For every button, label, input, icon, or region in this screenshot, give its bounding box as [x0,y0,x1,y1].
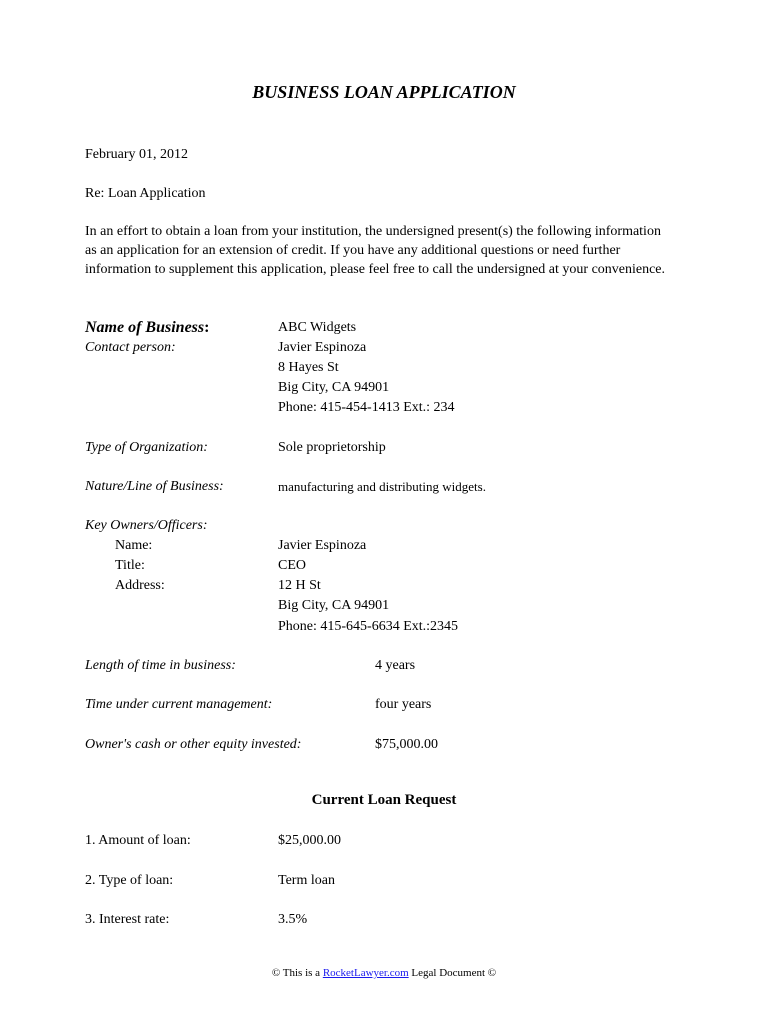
owner-city-row [85,596,705,616]
business-city: Big City, CA 94901 [278,380,390,395]
nature-of-business-value: manufacturing and distributing widgets. [278,479,486,494]
owner-name-label: Name: [115,538,153,553]
re-line: Re: Loan Application [85,186,206,201]
owner-city: Big City, CA 94901 [278,598,390,613]
organization-type-row [85,438,705,458]
business-phone-row [85,398,705,418]
owner-phone-row [85,617,705,637]
time-in-business-row [85,656,705,676]
business-phone: Phone: 415-454-1413 Ext.: 234 [278,400,455,415]
loan-amount-row [85,831,705,851]
footer-suffix: Legal Document © [408,967,497,979]
organization-type-label: Type of Organization: [85,440,208,455]
letter-date: February 01, 2012 [85,147,189,162]
contact-person-label: Contact person: [85,340,176,355]
loan-type-row [85,871,705,891]
business-name-row [85,318,705,338]
nature-of-business-label: Nature/Line of Business: [85,479,224,494]
interest-rate-row [85,910,705,930]
time-in-business-label: Length of time in business: [85,658,236,673]
management-time-value: four years [375,697,432,712]
management-time-label: Time under current management: [85,697,273,712]
owner-phone: Phone: 415-645-6634 Ext.:2345 [278,619,459,634]
owner-address-row [85,576,705,596]
business-street: 8 Hayes St [278,360,339,375]
document-title: BUSINESS LOAN APPLICATION [252,82,516,102]
owner-street: 12 H St [278,578,321,593]
owner-name-row [85,536,705,556]
contact-person-row [85,338,705,358]
intro-paragraph: In an effort to obtain a loan from your institution, the undersigned present(s) the following information as an application for an extension of credit. If you have any additional questions or need further information to supplement this application, please feel free to call the undersigned at your convenience. [85,224,666,277]
business-street-row [85,358,705,378]
loan-amount-label: 1. Amount of loan: [85,833,191,848]
key-owners-heading: Key Owners/Officers: [85,518,208,533]
owner-equity-value: $75,000.00 [375,737,438,752]
business-name-label: Name of Business: [85,319,210,336]
nature-of-business-row [85,477,705,497]
management-time-row [85,695,705,715]
key-owners-heading-row [85,516,705,536]
loan-type-label: 2. Type of loan: [85,873,174,888]
loan-request-heading: Current Loan Request [311,792,457,808]
owner-equity-row [85,735,705,755]
loan-amount-value: $25,000.00 [278,833,341,848]
rocketlawyer-link[interactable]: RocketLawyer.com [322,967,409,979]
footer-prefix: © This is a [271,967,323,979]
footer-notice [0,967,768,979]
time-in-business-value: 4 years [375,658,416,673]
business-city-row [85,378,705,398]
owner-address-label: Address: [115,578,165,593]
organization-type-value: Sole proprietorship [278,440,386,455]
contact-person-value: Javier Espinoza [278,340,367,355]
owner-equity-label: Owner's cash or other equity invested: [85,737,302,752]
owner-title-row [85,556,705,576]
owner-title-label: Title: [115,558,145,573]
interest-rate-value: 3.5% [278,912,308,927]
business-name-value: ABC Widgets [278,320,357,335]
owner-title-value: CEO [278,558,306,573]
interest-rate-label: 3. Interest rate: [85,912,170,927]
loan-type-value: Term loan [278,873,335,888]
owner-name-value: Javier Espinoza [278,538,367,553]
